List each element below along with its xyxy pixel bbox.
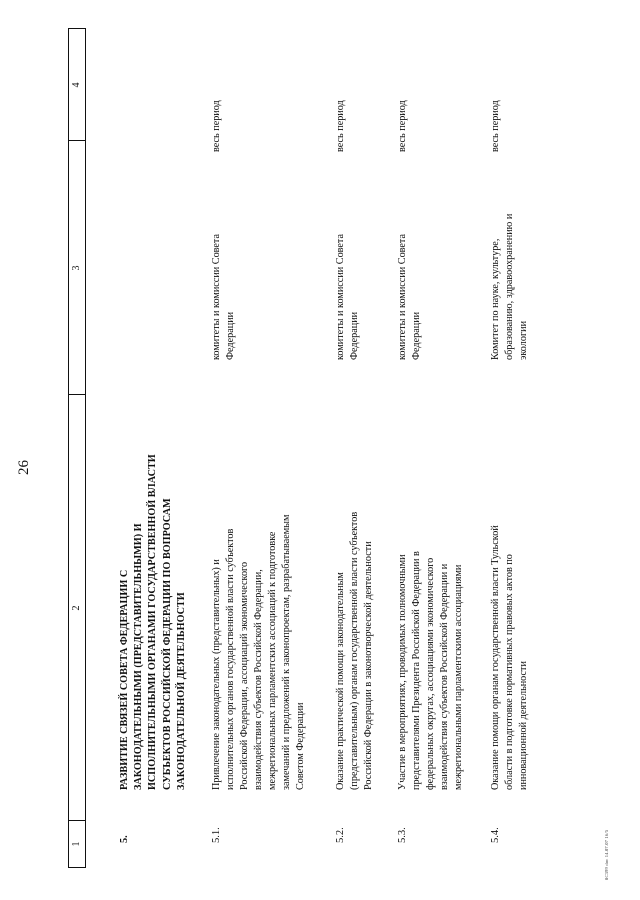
page-number: 26 [16, 460, 32, 475]
row-text-line: области в подготовке нормативных правовых актов по [504, 554, 515, 790]
responsible-line: образованию, здравоохранению и [504, 213, 515, 360]
row-text-line: межрегиональных парламентских ассоциаций к подготовке [267, 531, 278, 790]
row-number: 5.3. [397, 827, 408, 843]
row-text-line: Оказание помощи органам государственной власти Тульской [490, 525, 501, 790]
row-responsible [334, 160, 362, 360]
row-text-line: взаимодействия субъектов Российской Федерации, [253, 569, 264, 790]
row-number: 5.2. [335, 827, 346, 843]
row-number: 5.4. [490, 827, 501, 843]
row-text-line: (представительным) органам государственной власти субъектов [349, 511, 360, 790]
section-title-line: РАЗВИТИЕ СВЯЗЕЙ СОВЕТА ФЕДЕРАЦИИ С [119, 569, 130, 790]
row-text-line: Российской Федерации, ассоциаций экономического [239, 561, 250, 790]
row-description [489, 420, 531, 790]
footer-document-code: 8С399 doc 14.07.07 16/5 [604, 829, 609, 880]
column-header-row [68, 28, 86, 868]
column-header-1: 1 [71, 841, 82, 847]
responsible-line: комитеты и комиссии Совета [211, 233, 222, 360]
row-text-line: Советом Федерации [295, 702, 306, 790]
section-title-line: ЗАКОНОДАТЕЛЬНОЙ ДЕЯТЕЛЬНОСТИ [175, 592, 187, 790]
column-header-4: 4 [71, 82, 82, 88]
row-period: весь период [335, 100, 346, 152]
row-text-line: Участие в мероприятиях, проводимых полномочными [397, 554, 408, 790]
section-title-line: ЗАКОНОДАТЕЛЬНЫМИ (ПРЕДСТАВИТЕЛЬНЫМИ) И [133, 523, 145, 790]
row-responsible [210, 160, 238, 360]
responsible-line: комитеты и комиссии Совета [397, 233, 408, 360]
row-period: весь период [490, 100, 501, 152]
row-text-line: представителями Президента Российской Федерации в [411, 551, 422, 790]
column-header-2: 2 [71, 605, 82, 611]
row-text-line: инновационной деятельности [518, 661, 529, 790]
row-text-line: федеральных округах, ассоциациями экономического [425, 557, 436, 790]
row-number: 5.1. [211, 827, 222, 843]
row-period: весь период [397, 100, 408, 152]
row-text-line: Оказание практической помощи законодательным [335, 572, 346, 790]
responsible-line: Комитет по науке, культуре, [490, 238, 501, 360]
section-title [118, 360, 189, 790]
row-description [334, 420, 376, 790]
responsible-line: Федерации [349, 311, 360, 360]
section-number: 5. [119, 835, 130, 843]
row-text-line: взаимодействия субъектов Российской Федерации и [439, 563, 450, 790]
responsible-line: Федерации [411, 311, 422, 360]
responsible-line: Федерации [225, 311, 236, 360]
row-responsible [396, 160, 424, 360]
row-text-line: межрегиональными парламентскими ассоциациями [453, 564, 464, 790]
section-title-line: ИСПОЛНИТЕЛЬНЫМИ ОРГАНАМИ ГОСУДАРСТВЕННОЙ ВЛАСТИ [147, 454, 159, 790]
row-period: весь период [211, 100, 222, 152]
row-description [396, 420, 466, 790]
row-text-line: Привлечение законодательных (представительных) и [211, 559, 222, 790]
responsible-line: комитеты и комиссии Совета [335, 233, 346, 360]
responsible-line: экологии [518, 320, 529, 360]
row-responsible [489, 160, 531, 360]
row-text-line: замечаний и предложений к законопроектам, разрабатываемым [281, 514, 292, 790]
column-header-3: 3 [71, 265, 82, 271]
row-text-line: исполнительных органов государственной власти субъектов [225, 528, 236, 790]
row-description [210, 420, 308, 790]
row-text-line: Российской Федерации в законотворческой деятельности [363, 541, 374, 790]
section-title-line: СУБЪЕКТОВ РОССИЙСКОЙ ФЕДЕРАЦИИ ПО ВОПРОСАМ [161, 498, 173, 790]
